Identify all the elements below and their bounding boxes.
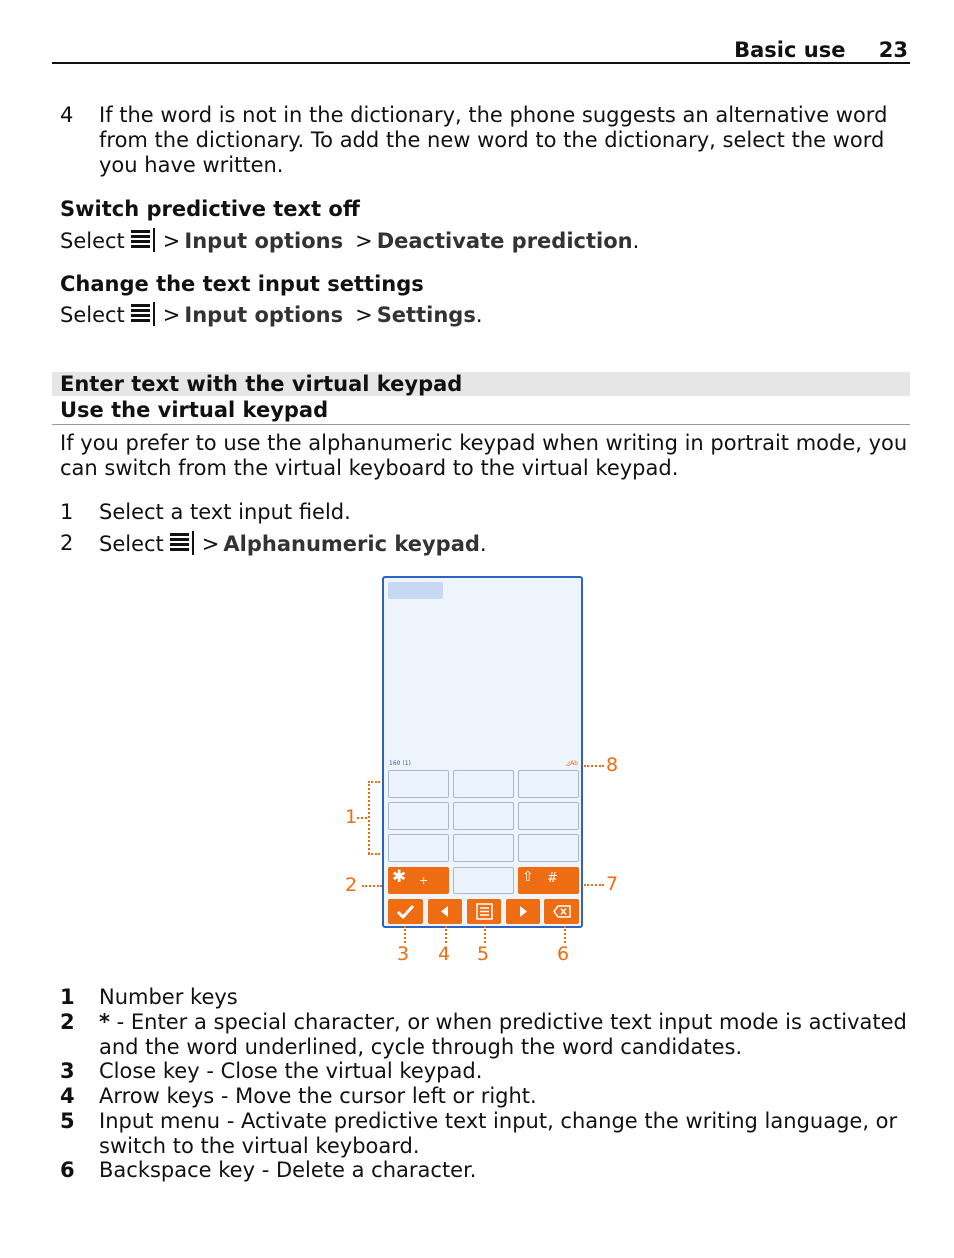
number-key[interactable] (518, 770, 579, 798)
number-key[interactable] (388, 834, 449, 862)
shift-icon: ⇧ (522, 869, 534, 885)
star-key[interactable] (388, 867, 449, 894)
header-section: Basic use (734, 38, 846, 62)
legend-text: Input menu - Activate predictive text input, change the writing language, or switch to the virtual keyboard. (99, 1109, 898, 1158)
shift-key[interactable] (518, 867, 579, 894)
callout-5-leader (484, 926, 486, 943)
select-word: Select (60, 229, 125, 253)
number-key[interactable] (453, 770, 514, 798)
callout-7-leader (584, 884, 604, 886)
number-key[interactable] (453, 834, 514, 862)
number-key[interactable] (453, 802, 514, 830)
callout-1-leader (357, 817, 367, 819)
number-key[interactable] (388, 802, 449, 830)
section-title: Enter text with the virtual keypad (60, 372, 463, 396)
callout-3: 3 (397, 943, 410, 965)
intro-paragraph: If you prefer to use the alphanumeric keypad when writing in portrait mode, you can switch from the virtual keyboard to the virtual keypad. (60, 431, 908, 480)
arrow-right-key[interactable] (506, 899, 540, 924)
legend-text: Backspace key - Delete a character. (99, 1158, 477, 1182)
callout-4-leader (445, 926, 447, 943)
number-key[interactable] (518, 802, 579, 830)
callout-3-leader (404, 926, 406, 943)
callout-2: 2 (345, 874, 358, 896)
path-separator: > (355, 229, 373, 253)
check-icon (388, 899, 423, 924)
period: . (479, 532, 487, 556)
callout-1-bracket-top (368, 781, 380, 783)
callout-8-leader (584, 765, 604, 767)
character-counter: 160 (1) (389, 760, 411, 767)
legend-number: 5 (60, 1109, 75, 1133)
step-1-number: 1 (60, 500, 74, 524)
star-symbol: ✱ (392, 867, 407, 887)
legend-number: 1 (60, 985, 75, 1009)
path-separator: > (355, 303, 373, 327)
legend-number: 4 (60, 1084, 75, 1108)
phone-screen (382, 576, 583, 928)
number-key[interactable] (518, 834, 579, 862)
plus-symbol: + (419, 874, 429, 887)
legend-text: Arrow keys - Move the cursor left or right. (99, 1084, 537, 1108)
backspace-key[interactable] (544, 899, 579, 924)
legend-number: 3 (60, 1059, 75, 1083)
header-rule (52, 62, 910, 64)
period: . (632, 229, 640, 253)
text-input-field[interactable] (388, 582, 443, 599)
switch-off-instruction (60, 228, 639, 253)
arrow-left-key[interactable] (428, 899, 462, 924)
path-separator: > (162, 229, 181, 253)
settings-link[interactable]: Settings (376, 303, 476, 327)
menu-icon (467, 899, 501, 924)
select-word: Select (60, 303, 125, 327)
callout-6: 6 (557, 943, 570, 965)
callout-5: 5 (477, 943, 490, 965)
backspace-icon (544, 899, 579, 924)
change-settings-instruction (60, 302, 483, 327)
path-separator: > (201, 532, 220, 556)
legend-number: 2 (60, 1010, 75, 1034)
menu-icon (130, 228, 156, 252)
pen-icon: ◿ (565, 760, 571, 767)
legend-text: Close key - Close the virtual keypad. (99, 1059, 483, 1083)
section-subtitle: Use the virtual keypad (60, 398, 329, 422)
input-mode-label: Ab (570, 760, 578, 767)
input-options-link[interactable]: Input options (184, 303, 344, 327)
number-key-zero[interactable] (453, 867, 514, 894)
step-4-text: If the word is not in the dictionary, the phone suggests an alternative word from the dictionary. To add the new word to the dictionary, select the word you have written. (99, 103, 888, 177)
step-1-text: Select a text input field. (99, 500, 351, 524)
number-key[interactable] (388, 770, 449, 798)
menu-icon (169, 531, 195, 555)
period: . (475, 303, 483, 327)
section-rule (52, 424, 910, 425)
callout-6-leader (564, 926, 566, 943)
page-number: 23 (878, 38, 908, 62)
legend-text: Number keys (99, 985, 238, 1009)
step-4-number: 4 (60, 103, 74, 127)
arrow-right-icon (506, 899, 540, 924)
callout-1-bracket (368, 781, 370, 854)
input-menu-key[interactable] (467, 899, 501, 924)
hash-symbol: # (547, 871, 558, 886)
callout-4: 4 (438, 943, 451, 965)
alphanumeric-keypad-link[interactable]: Alphanumeric keypad (223, 532, 480, 556)
callout-1: 1 (345, 806, 358, 828)
callout-8: 8 (606, 754, 619, 776)
arrow-left-icon (428, 899, 462, 924)
select-word: Select (99, 532, 164, 556)
legend-number: 6 (60, 1158, 75, 1182)
change-settings-heading: Change the text input settings (60, 272, 424, 296)
menu-icon (130, 302, 156, 326)
switch-off-heading: Switch predictive text off (60, 197, 360, 221)
path-separator: > (162, 303, 181, 327)
deactivate-prediction-link[interactable]: Deactivate prediction (376, 229, 633, 253)
close-key[interactable] (388, 899, 423, 924)
legend-text: * - Enter a special character, or when predictive text input mode is activated and the word underlined, cycle through the word candidates. (99, 1010, 907, 1059)
callout-2-leader (362, 885, 382, 887)
input-mode-indicator (565, 760, 578, 767)
callout-1-bracket-bottom (368, 853, 380, 855)
callout-7: 7 (606, 873, 619, 895)
running-header (734, 38, 908, 62)
input-options-link[interactable]: Input options (184, 229, 344, 253)
step-2-number: 2 (60, 531, 74, 555)
step-2-text (99, 531, 487, 556)
